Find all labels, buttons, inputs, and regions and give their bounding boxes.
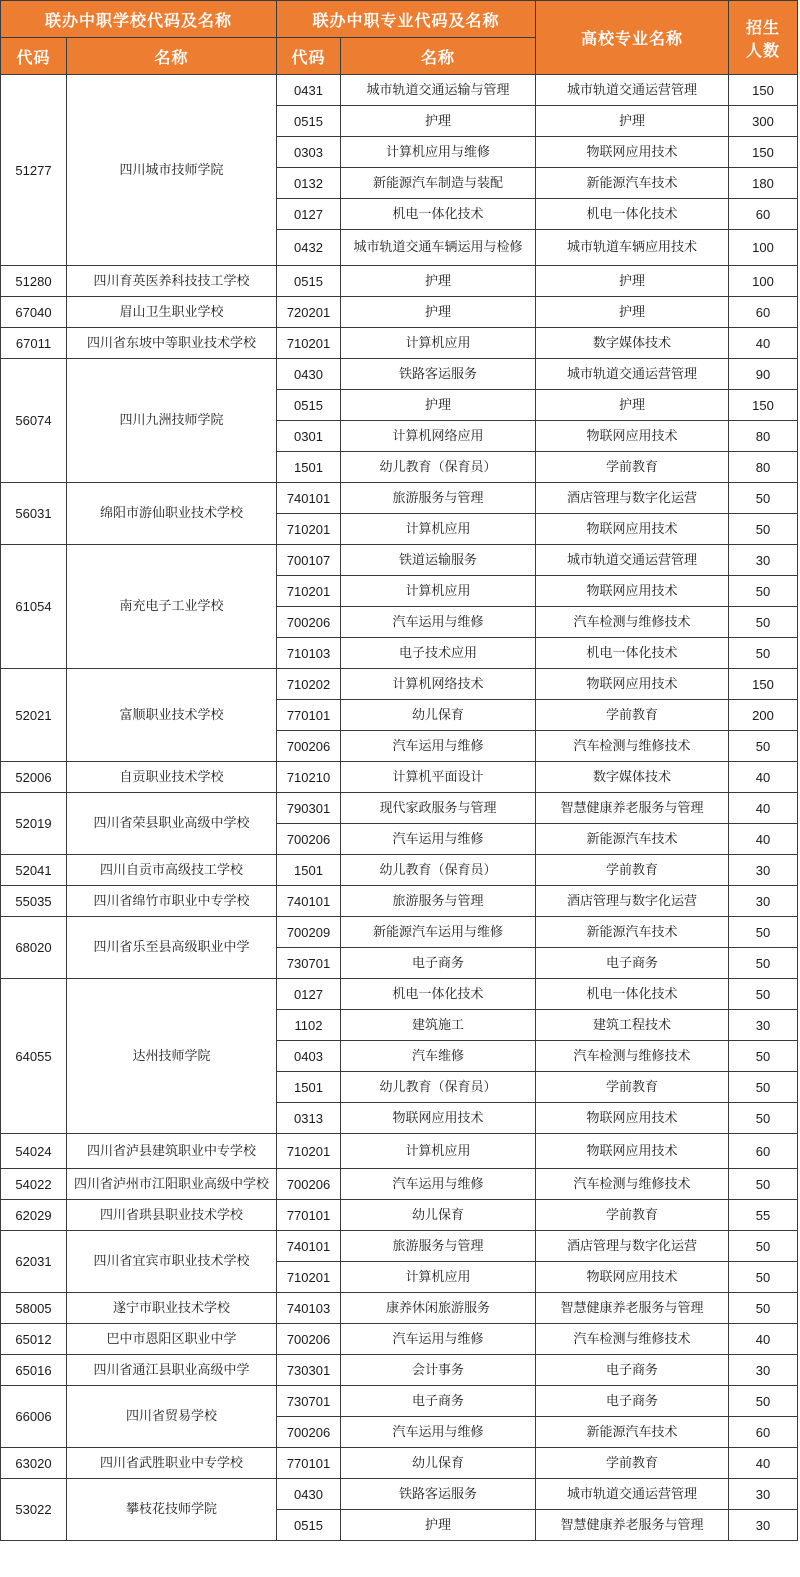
- school-code-cell: 65012: [1, 1324, 67, 1355]
- school-code-cell: 64055: [1, 979, 67, 1134]
- school-name-cell: 攀枝花技师学院: [67, 1479, 277, 1541]
- major-name-cell: 护理: [341, 297, 536, 328]
- school-name-cell: 四川省通江县职业高级中学: [67, 1355, 277, 1386]
- enrollment-count-cell: 40: [729, 824, 798, 855]
- school-name-cell: 四川省荣县职业高级中学校: [67, 793, 277, 855]
- major-code-cell: 1501: [277, 1072, 341, 1103]
- major-name-cell: 计算机平面设计: [341, 762, 536, 793]
- major-code-cell: 700206: [277, 1324, 341, 1355]
- major-code-cell: 1501: [277, 855, 341, 886]
- major-name-cell: 现代家政服务与管理: [341, 793, 536, 824]
- school-code-cell: 68020: [1, 917, 67, 979]
- school-name-cell: 四川省贸易学校: [67, 1386, 277, 1448]
- header-major-group: 联办中职专业代码及名称: [277, 1, 536, 38]
- major-code-cell: 700209: [277, 917, 341, 948]
- major-name-cell: 计算机应用: [341, 328, 536, 359]
- major-name-cell: 电子商务: [341, 948, 536, 979]
- college-major-cell: 智慧健康养老服务与管理: [536, 1510, 729, 1541]
- major-name-cell: 计算机网络技术: [341, 669, 536, 700]
- major-name-cell: 机电一体化技术: [341, 199, 536, 230]
- major-code-cell: 0515: [277, 106, 341, 137]
- major-code-cell: 0515: [277, 266, 341, 297]
- enrollment-count-cell: 200: [729, 700, 798, 731]
- college-major-cell: 护理: [536, 297, 729, 328]
- major-name-cell: 计算机应用: [341, 1262, 536, 1293]
- college-major-cell: 城市轨道交通运营管理: [536, 1479, 729, 1510]
- table-row: [1, 1355, 798, 1386]
- major-code-cell: 700206: [277, 1169, 341, 1200]
- table-row: [1, 917, 798, 948]
- college-major-cell: 机电一体化技术: [536, 638, 729, 669]
- major-name-cell: 康养休闲旅游服务: [341, 1293, 536, 1324]
- college-major-cell: 汽车检测与维修技术: [536, 1324, 729, 1355]
- major-code-cell: 0127: [277, 979, 341, 1010]
- school-code-cell: 54022: [1, 1169, 67, 1200]
- major-code-cell: 710202: [277, 669, 341, 700]
- major-name-cell: 护理: [341, 390, 536, 421]
- major-name-cell: 计算机应用与维修: [341, 137, 536, 168]
- enrollment-count-cell: 80: [729, 452, 798, 483]
- major-code-cell: 700206: [277, 607, 341, 638]
- enrollment-count-cell: 50: [729, 638, 798, 669]
- college-major-cell: 物联网应用技术: [536, 421, 729, 452]
- major-code-cell: 0301: [277, 421, 341, 452]
- major-name-cell: 汽车运用与维修: [341, 1169, 536, 1200]
- enrollment-count-cell: 50: [729, 948, 798, 979]
- major-code-cell: 710201: [277, 1262, 341, 1293]
- college-major-cell: 电子商务: [536, 1355, 729, 1386]
- school-code-cell: 51280: [1, 266, 67, 297]
- school-code-cell: 61054: [1, 545, 67, 669]
- school-name-cell: 四川省泸县建筑职业中专学校: [67, 1134, 277, 1169]
- school-code-cell: 55035: [1, 886, 67, 917]
- table-row: [1, 1293, 798, 1324]
- major-code-cell: 730301: [277, 1355, 341, 1386]
- table-row: [1, 1479, 798, 1510]
- enrollment-count-cell: 50: [729, 1103, 798, 1134]
- school-code-cell: 67011: [1, 328, 67, 359]
- enrollment-count-cell: 50: [729, 1072, 798, 1103]
- school-code-cell: 52021: [1, 669, 67, 762]
- enrollment-count-cell: 30: [729, 1355, 798, 1386]
- college-major-cell: 电子商务: [536, 1386, 729, 1417]
- college-major-cell: 学前教育: [536, 855, 729, 886]
- major-code-cell: 700206: [277, 731, 341, 762]
- enrollment-count-cell: 50: [729, 1169, 798, 1200]
- college-major-cell: 汽车检测与维修技术: [536, 731, 729, 762]
- enrollment-count-cell: 50: [729, 1041, 798, 1072]
- college-major-cell: 城市轨道车辆应用技术: [536, 230, 729, 266]
- major-code-cell: 720201: [277, 297, 341, 328]
- enrollment-count-cell: 40: [729, 328, 798, 359]
- major-code-cell: 0430: [277, 359, 341, 390]
- school-code-cell: 53022: [1, 1479, 67, 1541]
- table-row: [1, 483, 798, 514]
- school-code-cell: 67040: [1, 297, 67, 328]
- major-name-cell: 汽车运用与维修: [341, 731, 536, 762]
- major-name-cell: 会计事务: [341, 1355, 536, 1386]
- enrollment-count-cell: 60: [729, 1417, 798, 1448]
- header-major-name: 名称: [341, 38, 536, 75]
- header-enrollment: [729, 1, 798, 75]
- major-name-cell: 计算机网络应用: [341, 421, 536, 452]
- enrollment-count-cell: 30: [729, 545, 798, 576]
- school-code-cell: 62029: [1, 1200, 67, 1231]
- enrollment-count-cell: 40: [729, 793, 798, 824]
- school-code-cell: 65016: [1, 1355, 67, 1386]
- enrollment-count-cell: 50: [729, 917, 798, 948]
- enrollment-count-cell: 30: [729, 855, 798, 886]
- college-major-cell: 学前教育: [536, 1072, 729, 1103]
- college-major-cell: 物联网应用技术: [536, 1103, 729, 1134]
- school-name-cell: 四川育英医养科技技工学校: [67, 266, 277, 297]
- major-code-cell: 710201: [277, 576, 341, 607]
- header-enrollment-line1: 招生: [746, 17, 781, 37]
- major-code-cell: 710103: [277, 638, 341, 669]
- major-name-cell: 旅游服务与管理: [341, 1231, 536, 1262]
- table-row: [1, 266, 798, 297]
- school-code-cell: 54024: [1, 1134, 67, 1169]
- enrollment-count-cell: 50: [729, 576, 798, 607]
- school-name-cell: 自贡职业技术学校: [67, 762, 277, 793]
- school-name-cell: 四川省武胜职业中专学校: [67, 1448, 277, 1479]
- major-name-cell: 计算机应用: [341, 576, 536, 607]
- college-major-cell: 护理: [536, 266, 729, 297]
- college-major-cell: 数字媒体技术: [536, 762, 729, 793]
- school-code-cell: 52041: [1, 855, 67, 886]
- header-enrollment-line2: 人数: [746, 40, 781, 60]
- college-major-cell: 物联网应用技术: [536, 1134, 729, 1169]
- header-school-code: 代码: [1, 38, 67, 75]
- school-name-cell: 四川九洲技师学院: [67, 359, 277, 483]
- table-row: [1, 359, 798, 390]
- major-code-cell: 790301: [277, 793, 341, 824]
- college-major-cell: 酒店管理与数字化运营: [536, 1231, 729, 1262]
- table-row: [1, 1200, 798, 1231]
- enrollment-count-cell: 30: [729, 1479, 798, 1510]
- college-major-cell: 电子商务: [536, 948, 729, 979]
- school-name-cell: 四川省东坡中等职业技术学校: [67, 328, 277, 359]
- major-code-cell: 740103: [277, 1293, 341, 1324]
- major-code-cell: 770101: [277, 1200, 341, 1231]
- college-major-cell: 机电一体化技术: [536, 979, 729, 1010]
- enrollment-count-cell: 30: [729, 1010, 798, 1041]
- major-name-cell: 汽车运用与维修: [341, 1324, 536, 1355]
- school-name-cell: 绵阳市游仙职业技术学校: [67, 483, 277, 545]
- major-code-cell: 0431: [277, 75, 341, 106]
- major-code-cell: 0403: [277, 1041, 341, 1072]
- college-major-cell: 新能源汽车技术: [536, 917, 729, 948]
- major-name-cell: 电子技术应用: [341, 638, 536, 669]
- college-major-cell: 物联网应用技术: [536, 1262, 729, 1293]
- major-name-cell: 汽车运用与维修: [341, 824, 536, 855]
- major-name-cell: 幼儿教育（保育员）: [341, 855, 536, 886]
- school-name-cell: 富顺职业技术学校: [67, 669, 277, 762]
- major-name-cell: 铁路客运服务: [341, 1479, 536, 1510]
- enrollment-count-cell: 150: [729, 669, 798, 700]
- enrollment-count-cell: 55: [729, 1200, 798, 1231]
- school-name-cell: 四川省泸州市江阳职业高级中学校: [67, 1169, 277, 1200]
- major-name-cell: 幼儿保育: [341, 1200, 536, 1231]
- school-code-cell: 58005: [1, 1293, 67, 1324]
- school-code-cell: 63020: [1, 1448, 67, 1479]
- enrollment-count-cell: 40: [729, 1324, 798, 1355]
- major-name-cell: 汽车维修: [341, 1041, 536, 1072]
- major-name-cell: 汽车运用与维修: [341, 1417, 536, 1448]
- major-name-cell: 电子商务: [341, 1386, 536, 1417]
- school-name-cell: 达州技师学院: [67, 979, 277, 1134]
- major-code-cell: 0432: [277, 230, 341, 266]
- enrollment-count-cell: 180: [729, 168, 798, 199]
- table-row: [1, 979, 798, 1010]
- major-code-cell: 770101: [277, 1448, 341, 1479]
- college-major-cell: 机电一体化技术: [536, 199, 729, 230]
- school-code-cell: 62031: [1, 1231, 67, 1293]
- major-code-cell: 730701: [277, 948, 341, 979]
- table-row: [1, 793, 798, 824]
- enrollment-count-cell: 30: [729, 1510, 798, 1541]
- major-code-cell: 730701: [277, 1386, 341, 1417]
- school-code-cell: 56031: [1, 483, 67, 545]
- college-major-cell: 学前教育: [536, 1200, 729, 1231]
- enrollment-count-cell: 100: [729, 230, 798, 266]
- major-name-cell: 幼儿教育（保育员）: [341, 1072, 536, 1103]
- enrollment-count-cell: 40: [729, 762, 798, 793]
- major-code-cell: 0515: [277, 1510, 341, 1541]
- enrollment-count-cell: 150: [729, 75, 798, 106]
- major-name-cell: 城市轨道交通运输与管理: [341, 75, 536, 106]
- school-name-cell: 四川省绵竹市职业中专学校: [67, 886, 277, 917]
- college-major-cell: 学前教育: [536, 1448, 729, 1479]
- enrollment-count-cell: 50: [729, 483, 798, 514]
- major-code-cell: 700206: [277, 824, 341, 855]
- major-name-cell: 汽车运用与维修: [341, 607, 536, 638]
- major-code-cell: 1102: [277, 1010, 341, 1041]
- major-code-cell: 0303: [277, 137, 341, 168]
- school-code-cell: 51277: [1, 75, 67, 266]
- enrollment-count-cell: 150: [729, 137, 798, 168]
- enrollment-count-cell: 50: [729, 731, 798, 762]
- school-name-cell: 四川省宜宾市职业技术学校: [67, 1231, 277, 1293]
- enrollment-count-cell: 50: [729, 514, 798, 545]
- college-major-cell: 汽车检测与维修技术: [536, 1169, 729, 1200]
- major-code-cell: 0132: [277, 168, 341, 199]
- major-code-cell: 0515: [277, 390, 341, 421]
- major-code-cell: 740101: [277, 483, 341, 514]
- major-name-cell: 计算机应用: [341, 514, 536, 545]
- college-major-cell: 城市轨道交通运营管理: [536, 545, 729, 576]
- table-row: [1, 855, 798, 886]
- enrollment-count-cell: 300: [729, 106, 798, 137]
- enrollment-count-cell: 60: [729, 1134, 798, 1169]
- table-header: [1, 1, 798, 75]
- enrollment-count-cell: 50: [729, 979, 798, 1010]
- school-code-cell: 52019: [1, 793, 67, 855]
- major-code-cell: 710201: [277, 1134, 341, 1169]
- school-name-cell: 四川省乐至县高级职业中学: [67, 917, 277, 979]
- college-major-cell: 新能源汽车技术: [536, 1417, 729, 1448]
- table-row: [1, 297, 798, 328]
- major-code-cell: 710201: [277, 328, 341, 359]
- major-name-cell: 护理: [341, 266, 536, 297]
- major-code-cell: 710201: [277, 514, 341, 545]
- school-name-cell: 四川城市技师学院: [67, 75, 277, 266]
- major-code-cell: 710210: [277, 762, 341, 793]
- table-body: [1, 75, 798, 1541]
- college-major-cell: 建筑工程技术: [536, 1010, 729, 1041]
- major-code-cell: 740101: [277, 1231, 341, 1262]
- enrollment-count-cell: 50: [729, 1293, 798, 1324]
- enrollment-count-cell: 50: [729, 1231, 798, 1262]
- enrollment-count-cell: 50: [729, 1386, 798, 1417]
- major-code-cell: 700107: [277, 545, 341, 576]
- major-code-cell: 1501: [277, 452, 341, 483]
- table-row: [1, 669, 798, 700]
- college-major-cell: 物联网应用技术: [536, 514, 729, 545]
- school-name-cell: 眉山卫生职业学校: [67, 297, 277, 328]
- major-name-cell: 幼儿保育: [341, 1448, 536, 1479]
- college-major-cell: 新能源汽车技术: [536, 824, 729, 855]
- major-code-cell: 0430: [277, 1479, 341, 1510]
- enrollment-count-cell: 80: [729, 421, 798, 452]
- table-row: [1, 1169, 798, 1200]
- major-name-cell: 新能源汽车运用与维修: [341, 917, 536, 948]
- college-major-cell: 智慧健康养老服务与管理: [536, 793, 729, 824]
- major-code-cell: 0127: [277, 199, 341, 230]
- major-name-cell: 计算机应用: [341, 1134, 536, 1169]
- school-name-cell: 遂宁市职业技术学校: [67, 1293, 277, 1324]
- table-row: [1, 1231, 798, 1262]
- school-name-cell: 巴中市恩阳区职业中学: [67, 1324, 277, 1355]
- table-row: [1, 1386, 798, 1417]
- major-name-cell: 幼儿教育（保育员）: [341, 452, 536, 483]
- enrollment-count-cell: 60: [729, 297, 798, 328]
- enrollment-count-cell: 90: [729, 359, 798, 390]
- major-name-cell: 新能源汽车制造与装配: [341, 168, 536, 199]
- school-name-cell: 南充电子工业学校: [67, 545, 277, 669]
- major-code-cell: 0313: [277, 1103, 341, 1134]
- major-name-cell: 机电一体化技术: [341, 979, 536, 1010]
- college-major-cell: 物联网应用技术: [536, 576, 729, 607]
- table-row: [1, 1324, 798, 1355]
- major-name-cell: 城市轨道交通车辆运用与检修: [341, 230, 536, 266]
- college-major-cell: 智慧健康养老服务与管理: [536, 1293, 729, 1324]
- enrollment-count-cell: 30: [729, 886, 798, 917]
- major-name-cell: 旅游服务与管理: [341, 483, 536, 514]
- college-major-cell: 护理: [536, 390, 729, 421]
- enrollment-count-cell: 50: [729, 1262, 798, 1293]
- enrollment-count-cell: 60: [729, 199, 798, 230]
- table-row: [1, 1134, 798, 1169]
- header-school-group: 联办中职学校代码及名称: [1, 1, 277, 38]
- college-major-cell: 护理: [536, 106, 729, 137]
- table-row: [1, 328, 798, 359]
- college-major-cell: 学前教育: [536, 452, 729, 483]
- major-name-cell: 铁路客运服务: [341, 359, 536, 390]
- table-row: [1, 545, 798, 576]
- major-name-cell: 旅游服务与管理: [341, 886, 536, 917]
- enrollment-count-cell: 100: [729, 266, 798, 297]
- major-name-cell: 物联网应用技术: [341, 1103, 536, 1134]
- college-major-cell: 城市轨道交通运营管理: [536, 359, 729, 390]
- header-major-code: 代码: [277, 38, 341, 75]
- college-major-cell: 新能源汽车技术: [536, 168, 729, 199]
- major-name-cell: 幼儿保育: [341, 700, 536, 731]
- college-major-cell: 汽车检测与维修技术: [536, 1041, 729, 1072]
- major-name-cell: 护理: [341, 1510, 536, 1541]
- college-major-cell: 城市轨道交通运营管理: [536, 75, 729, 106]
- major-code-cell: 740101: [277, 886, 341, 917]
- school-code-cell: 52006: [1, 762, 67, 793]
- table-row: [1, 75, 798, 106]
- college-major-cell: 物联网应用技术: [536, 669, 729, 700]
- school-code-cell: 66006: [1, 1386, 67, 1448]
- school-name-cell: 四川自贡市高级技工学校: [67, 855, 277, 886]
- header-school-name: 名称: [67, 38, 277, 75]
- enrollment-count-cell: 150: [729, 390, 798, 421]
- enrollment-count-cell: 50: [729, 607, 798, 638]
- college-major-cell: 酒店管理与数字化运营: [536, 483, 729, 514]
- school-name-cell: 四川省珙县职业技术学校: [67, 1200, 277, 1231]
- major-code-cell: 700206: [277, 1417, 341, 1448]
- college-major-cell: 酒店管理与数字化运营: [536, 886, 729, 917]
- school-code-cell: 56074: [1, 359, 67, 483]
- major-name-cell: 建筑施工: [341, 1010, 536, 1041]
- college-major-cell: 物联网应用技术: [536, 137, 729, 168]
- major-code-cell: 770101: [277, 700, 341, 731]
- table-row: [1, 1448, 798, 1479]
- table-row: [1, 886, 798, 917]
- header-college-major: 高校专业名称: [536, 1, 729, 75]
- major-name-cell: 铁道运输服务: [341, 545, 536, 576]
- table-row: [1, 762, 798, 793]
- major-name-cell: 护理: [341, 106, 536, 137]
- enrollment-count-cell: 40: [729, 1448, 798, 1479]
- college-major-cell: 学前教育: [536, 700, 729, 731]
- college-major-cell: 汽车检测与维修技术: [536, 607, 729, 638]
- college-major-cell: 数字媒体技术: [536, 328, 729, 359]
